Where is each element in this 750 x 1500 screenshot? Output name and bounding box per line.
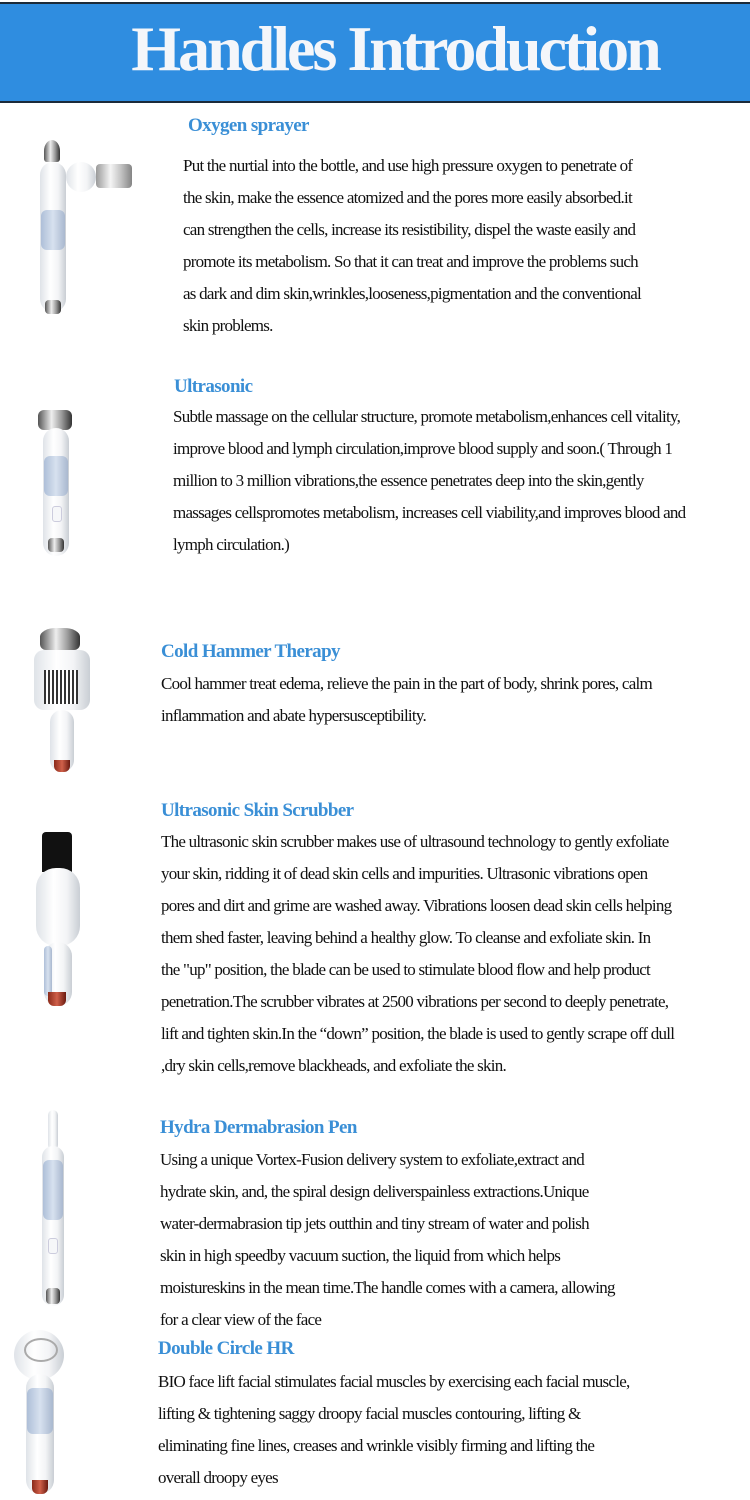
double-circle-handle-icon [14, 1330, 74, 1500]
section-title: Ultrasonic Skin Scrubber [161, 800, 354, 821]
description-line: penetration.The scrubber vibrates at 2500 vibrations per second to deeply penetrate, [161, 992, 669, 1011]
section-title: Ultrasonic [174, 376, 253, 397]
vent-grille [44, 670, 78, 704]
skin-scrubber-handle-icon [36, 832, 96, 1012]
description-line: skin in high speedby vacuum suction, the liquid from which helps [160, 1246, 561, 1265]
section-title: Hydra Dermabrasion Pen [160, 1117, 357, 1138]
hydra-pen-handle-icon [36, 1110, 76, 1310]
description-line: moistureskins in the mean time.The handle comes with a camera, allowing [160, 1278, 615, 1297]
description-line: lifting & tightening saggy droopy facial muscles contouring, lifting & [158, 1404, 581, 1423]
section-ultrasonic [174, 375, 685, 561]
description-line: inflammation and abate hypersusceptibility. [161, 706, 427, 725]
header-banner [0, 2, 750, 103]
section-title: Oxygen sprayer [188, 115, 309, 136]
description-line: million to 3 million vibrations,the essence penetrates deep into the skin,gently [173, 471, 644, 490]
description-line: lift and tighten skin.In the “down” position, the blade is used to gently scrape off dull [161, 1024, 675, 1043]
description-line: the skin, make the essence atomized and the pores more easily absorbed.it [183, 188, 632, 207]
description-line: lymph circulation.) [173, 535, 290, 554]
description-line: improve blood and lymph circulation,improve blood supply and soon.( Through 1 [173, 439, 673, 458]
head-ring [24, 1338, 58, 1362]
page-title: Handles Introduction [131, 13, 659, 84]
description-line: Put the nurtial into the bottle, and use high pressure oxygen to penetrate of [183, 156, 633, 175]
description-line: promote its metabolism. So that it can treat and improve the problems such [183, 252, 638, 271]
description-line: eliminating fine lines, creases and wrinkle visibly firming and lifting the [158, 1436, 595, 1455]
description-line: Cool hammer treat edema, relieve the pain in the part of body, shrink pores, calm [161, 674, 652, 693]
section-hydra-dermabrasion-pen [160, 1116, 615, 1336]
section-double-circle-hr [158, 1337, 630, 1494]
scrubber-blade [42, 832, 72, 872]
description-line: pores and dirt and grime are washed away. Vibrations loosen dead skin cells helping [161, 896, 672, 915]
description-line: skin problems. [183, 316, 273, 335]
section-title: Double Circle HR [158, 1338, 294, 1359]
description-line: Subtle massage on the cellular structure, promote metabolism,enhances cell vitality, [173, 407, 681, 426]
description-line: massages cellspromotes metabolism, increases cell viability,and improves blood and [173, 503, 686, 522]
description-line: hydrate skin, and, the spiral design deliverspainless extractions.Unique [160, 1182, 589, 1201]
description-line: ,dry skin cells,remove blackheads, and exfoliate the skin. [161, 1056, 507, 1075]
oxygen-sprayer-handle-icon [38, 140, 138, 320]
description-line: the "up" position, the blade can be used to stimulate blood flow and help product [161, 960, 650, 979]
section-cold-hammer-therapy [161, 640, 652, 732]
description-line: them shed faster, leaving behind a healthy glow. To cleanse and exfoliate skin. In [161, 928, 651, 947]
section-title: Cold Hammer Therapy [161, 641, 340, 662]
description-line: your skin, ridding it of dead skin cells and impurities. Ultrasonic vibrations open [161, 864, 648, 883]
description-line: water-dermabrasion tip jets outthin and tiny stream of water and polish [160, 1214, 589, 1233]
ultrasonic-handle-icon [38, 410, 78, 560]
section-ultrasonic-skin-scrubber [161, 799, 674, 1082]
description-line: can strengthen the cells, increase its resistibility, dispel the waste easily and [183, 220, 636, 239]
description-line: BIO face lift facial stimulates facial muscles by exercising each facial muscle, [158, 1372, 630, 1391]
description-line: Using a unique Vortex-Fusion delivery system to exfoliate,extract and [160, 1150, 584, 1169]
description-line: The ultrasonic skin scrubber makes use of ultrasound technology to gently exfoliate [161, 832, 669, 851]
description-line: for a clear view of the face [160, 1310, 322, 1329]
cold-hammer-handle-icon [32, 628, 102, 778]
description-line: as dark and dim skin,wrinkles,looseness,pigmentation and the conventional [183, 284, 641, 303]
description-line: overall droopy eyes [158, 1468, 278, 1487]
section-oxygen-sprayer [183, 114, 641, 342]
